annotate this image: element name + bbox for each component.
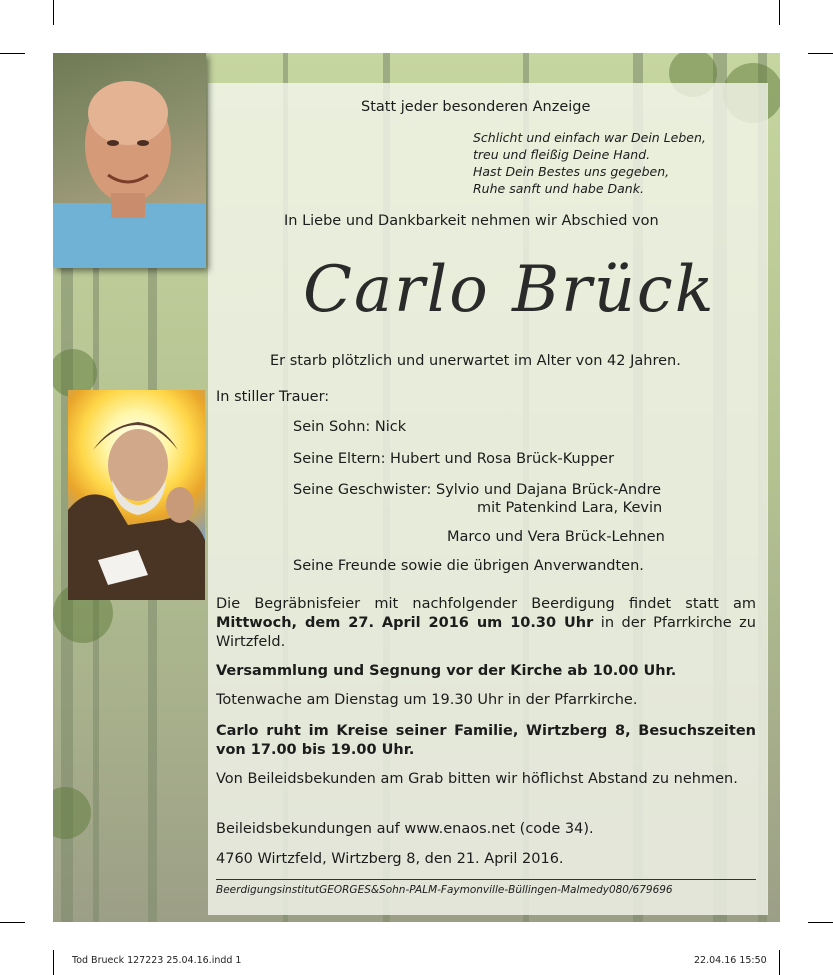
crop-mark <box>53 950 54 975</box>
death-note: Er starb plötzlich und unerwartet im Alter von 42 Jahren. <box>270 353 681 369</box>
undertaker-line: BeerdigungsinstitutGEORGES&Sohn-PALM-Faymonville-Büllingen-Malmedy080/679696 <box>216 884 673 896</box>
funeral-place: in der Pfarrkirche zu Wirtzfeld. <box>216 615 756 650</box>
condolence-note: Von Beileidsbekunden am Grab bitten wir höflichst Abstand zu nehmen. <box>216 771 738 787</box>
gathering-note: Versammlung und Segnung vor der Kirche ab 10.00 Uhr. <box>216 663 677 679</box>
mourner-siblings-2: Marco und Vera Brück-Lehnen <box>447 529 665 545</box>
funeral-paragraph <box>216 595 756 652</box>
wake-note: Totenwache am Dienstag um 19.30 Uhr in der Pfarrkirche. <box>216 692 638 708</box>
notice-intro: Statt jeder besonderen Anzeige <box>361 99 591 115</box>
funeral-text: Die Begräbnisfeier mit nachfolgender Beerdigung findet statt am <box>216 596 756 612</box>
verse-line: Ruhe sanft und habe Dank. <box>473 181 644 196</box>
crop-mark <box>53 0 54 25</box>
crop-mark <box>779 950 780 975</box>
print-timestamp: 22.04.16 15:50 <box>694 955 767 966</box>
deceased-name: Carlo Brück <box>303 253 716 327</box>
crop-mark <box>808 922 833 923</box>
crop-mark <box>808 53 833 54</box>
visiting-note: Carlo ruht im Kreise seiner Familie, Wirtzberg 8, Besuchszeiten von 17.00 bis 19.00 Uhr. <box>216 723 756 758</box>
text-panel <box>208 83 768 915</box>
online-condolences: Beileidsbekundungen auf www.enaos.net (code 34). <box>216 821 594 837</box>
funeral-date: Mittwoch, dem 27. April 2016 um 10.30 Uhr <box>216 615 594 631</box>
portrait-photo <box>53 53 206 268</box>
farewell-line: In Liebe und Dankbarkeit nehmen wir Abschied von <box>284 213 659 229</box>
crop-mark <box>0 53 25 54</box>
verse-line: Hast Dein Bestes uns gegeben, <box>473 164 670 179</box>
obituary-card <box>53 53 780 922</box>
footer-divider <box>216 879 756 880</box>
mourner-friends: Seine Freunde sowie die übrigen Anverwandten. <box>293 558 644 574</box>
print-file-slug: Tod Brueck 127223 25.04.16.indd 1 <box>72 955 242 966</box>
verse-line: Schlicht und einfach war Dein Leben, <box>473 130 706 145</box>
crop-mark <box>779 0 780 25</box>
crop-mark <box>0 922 25 923</box>
verse-line: treu und fleißig Deine Hand. <box>473 147 651 162</box>
mourners-heading: In stiller Trauer: <box>216 389 330 405</box>
saint-picture <box>68 390 205 600</box>
mourner-parents: Seine Eltern: Hubert und Rosa Brück-Kupper <box>293 451 615 467</box>
mourner-siblings: Seine Geschwister: Sylvio und Dajana Brück-Andre <box>293 482 662 498</box>
place-date: 4760 Wirtzfeld, Wirtzberg 8, den 21. April 2016. <box>216 851 564 867</box>
mourner-siblings-cont: mit Patenkind Lara, Kevin <box>477 500 663 516</box>
memorial-verse <box>473 129 706 197</box>
mourner-son: Sein Sohn: Nick <box>293 419 407 435</box>
